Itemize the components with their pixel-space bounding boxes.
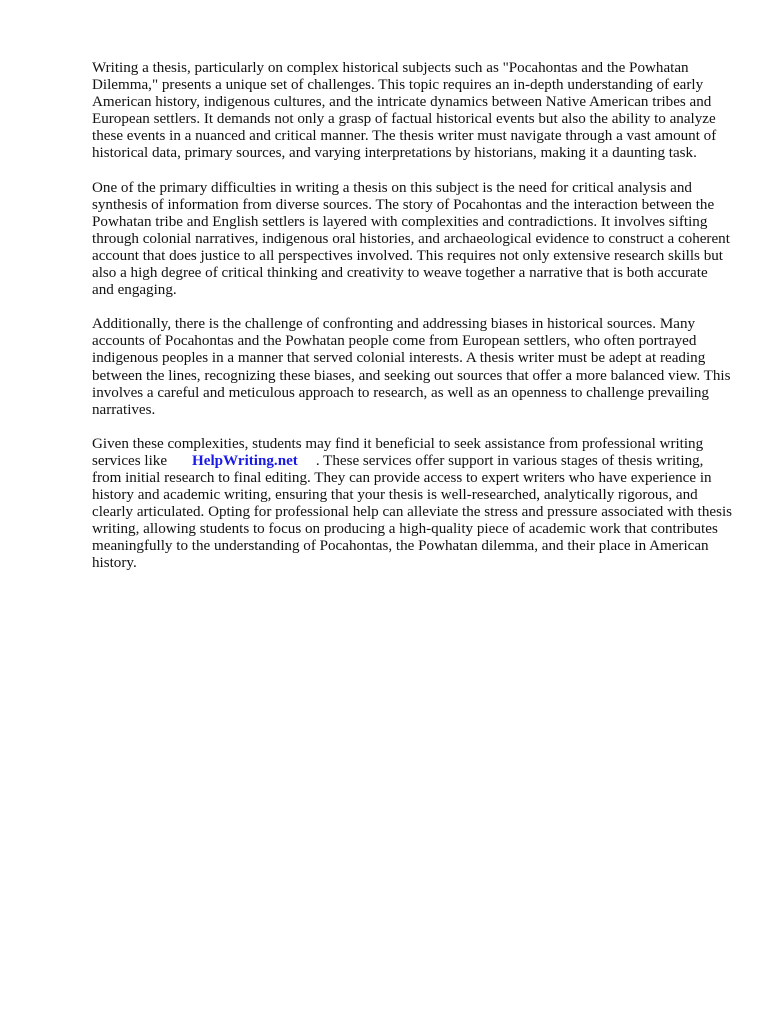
paragraph-assistance-rest: . These services offer support in various stages of thesis writing, from initial research to final editing. They can provide access to expert writers who have experience in history and academic writing, ensuring that your thesis is well-researched, analytically rigorous, and clearly articulated. Opting for professional help can alleviate the stress and pressure associated with thesis writing, allowing students to focus on producing a high-quality piece of academic work that contributes meaningfully to the understanding of Pocahontas, the Powhatan dilemma, and their place in American history. [92,452,733,572]
paragraph-assistance [92,436,732,573]
helpwriting-link[interactable]: HelpWriting.net [192,452,298,469]
document-body [92,60,732,590]
paragraph-difficulties: One of the primary difficulties in writing a thesis on this subject is the need for critical analysis and synthesis of information from diverse sources. The story of Pocahontas and the interaction between the Powhatan tribe and English settlers is layered with complexities and contradictions. It involves sifting through colonial narratives, indigenous oral histories, and archaeological evidence to construct a coherent account that does justice to all perspectives involved. This requires not only extensive research skills but also a high degree of critical thinking and creativity to weave together a narrative that is both accurate and engaging. [92,179,730,299]
paragraph-biases: Additionally, there is the challenge of confronting and addressing biases in historical sources. Many accounts of Pocahontas and the Powhatan people come from European settlers, who often portrayed indigenous peoples in a manner that served colonial interests. A thesis writer must be adept at reading between the lines, recognizing these biases, and seeking out sources that offer a more balanced view. This involves a careful and meticulous approach to research, as well as an openness to challenge prevailing narratives. [92,316,731,418]
paragraph-assistance-lead: Given these complexities, students may find it beneficial to seek assistance from professional writing services like [92,435,704,469]
paragraph-intro: Writing a thesis, particularly on complex historical subjects such as "Pocahontas and the Powhatan Dilemma," presents a unique set of challenges. This topic requires an in-depth understanding of early American history, indigenous cultures, and the intricate dynamics between Native American tribes and European settlers. It demands not only a grasp of factual historical events but also the ability to analyze these events in a nuanced and critical manner. The thesis writer must navigate through a vast amount of historical data, primary sources, and varying interpretations by historians, making it a daunting task. [92,60,717,162]
